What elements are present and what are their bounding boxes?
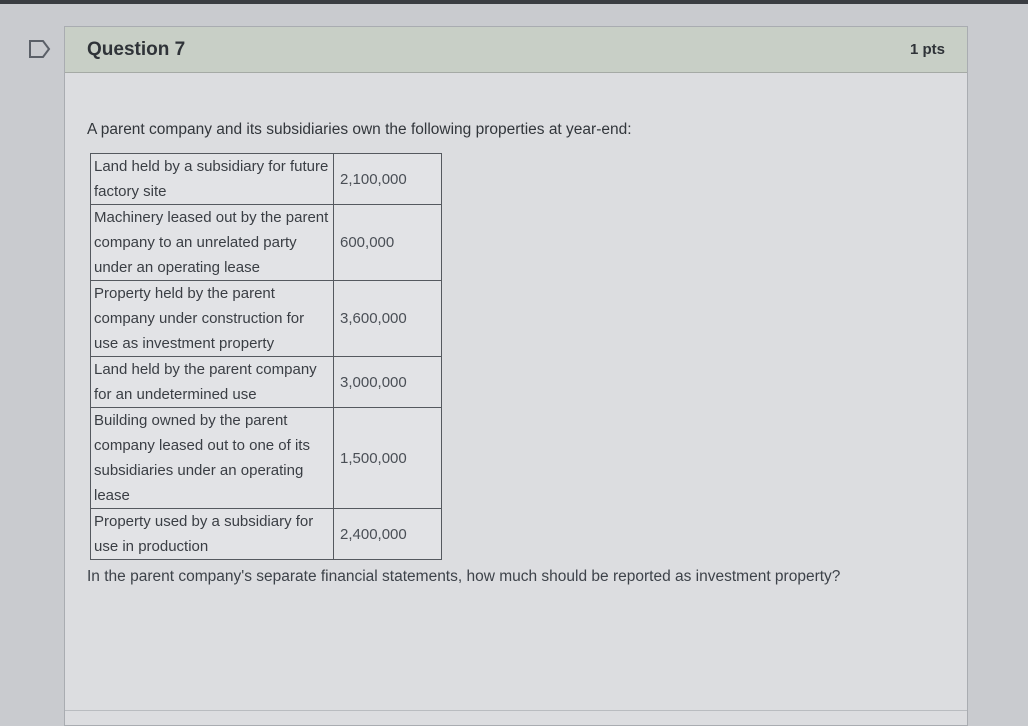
property-amount: 2,100,000 (334, 154, 442, 205)
table-row (91, 357, 442, 408)
property-amount: 3,600,000 (334, 281, 442, 357)
property-description: Land held by a subsidiary for future factory site (91, 154, 334, 205)
property-amount: 3,000,000 (334, 357, 442, 408)
table-row (91, 509, 442, 560)
question-prompt: A parent company and its subsidiaries own the following properties at year-end: (87, 121, 632, 138)
property-description: Property used by a subsidiary for use in production (91, 509, 334, 560)
window-top-edge (0, 0, 1028, 4)
property-description: Building owned by the parent company leased out to one of its subsidiaries under an operating lease (91, 408, 334, 509)
answer-area-divider (65, 710, 967, 711)
flag-question-icon[interactable] (26, 38, 54, 60)
question-title: Question 7 (87, 38, 186, 60)
property-description: Land held by the parent company for an undetermined use (91, 357, 334, 408)
property-description: Property held by the parent company under construction for use as investment property (91, 281, 334, 357)
table-row (91, 205, 442, 281)
flag-question-icon-shape (28, 39, 52, 59)
question-card (64, 26, 968, 726)
property-amount: 600,000 (334, 205, 442, 281)
question-header (65, 27, 967, 73)
question-body (65, 73, 967, 586)
table-row (91, 281, 442, 357)
properties-table (90, 153, 442, 560)
table-row (91, 408, 442, 509)
question-text: In the parent company's separate financial statements, how much should be reported as investment property? (87, 568, 841, 585)
property-amount: 2,400,000 (334, 509, 442, 560)
property-description: Machinery leased out by the parent company to an unrelated party under an operating lease (91, 205, 334, 281)
question-points: 1 pts (909, 41, 945, 58)
table-row (91, 154, 442, 205)
property-amount: 1,500,000 (334, 408, 442, 509)
